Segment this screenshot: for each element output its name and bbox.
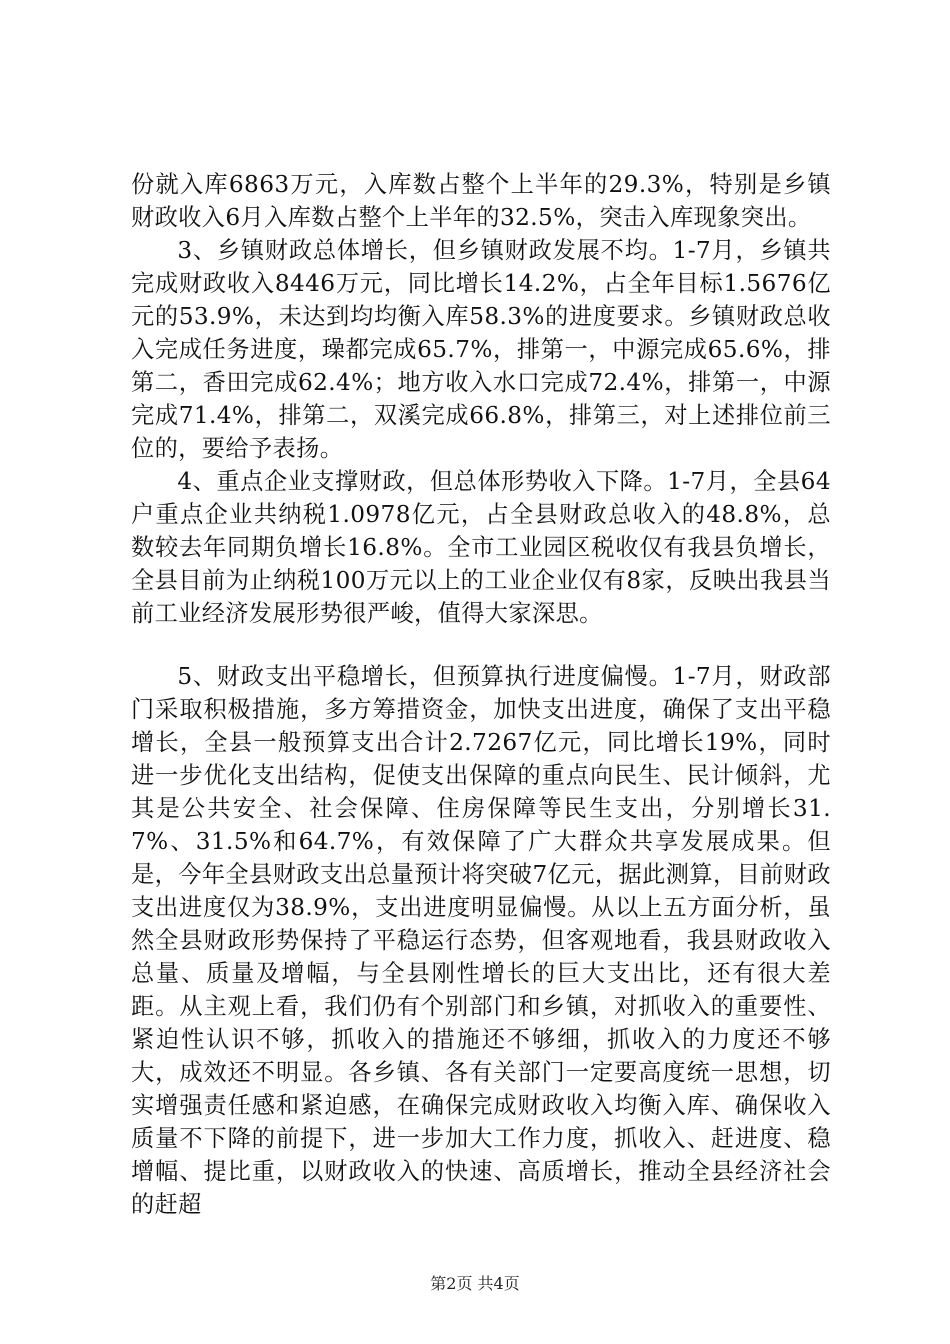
- page-number-footer: 第2页 共4页: [430, 1274, 520, 1293]
- document-body: [131, 168, 831, 1221]
- paragraph-item-5: 5、财政支出平稳增长，但预算执行进度偏慢。1-7月，财政部门采取积极措施，多方筹措资金，加快支出进度，确保了支出平稳增长，全县一般预算支出合计2.7267亿元，同比增长19%，同时进一步优化支出结构，促使支出保障的重点向民生、民计倾斜，尤其是公共安全、社会保障、住房保障等民生支出，分别增长31.7%、31.5%和64.7%，有效保障了广大群众共享发展成果。但是，今年全县财政支出总量预计将突破7亿元，据此测算，目前财政支出进度仅为38.9%，支出进度明显偏慢。从以上五方面分析，虽然全县财政形势保持了平稳运行态势，但客观地看，我县财政收入总量、质量及增幅，与全县刚性增长的巨大支出比，还有很大差距。从主观上看，我们仍有个别部门和乡镇，对抓收入的重要性、紧迫性认识不够，抓收入的措施还不够细，抓收入的力度还不够大，成效还不明显。各乡镇、各有关部门一定要高度统一思想，切实增强责任感和紧迫感，在确保完成财政收入均衡入库、确保收入质量不下降的前提下，进一步加大工作力度，抓收入、赶进度、稳增幅、提比重，以财政收入的快速、高质增长，推动全县经济社会的赶超: [131, 663, 831, 1218]
- paragraph-item-4: 4、重点企业支撑财政，但总体形势收入下降。1-7月，全县64户重点企业共纳税1.0978亿元，占全县财政总收入的48.8%，总数较去年同期负增长16.8%。全市工业园区税收仅有我县负增长，全县目前为止纳税100万元以上的工业企业仅有8家，反映出我县当前工业经济发展形势很严峻，值得大家深思。: [131, 468, 831, 627]
- paragraph-continued: 份就入库6863万元，入库数占整个上半年的29.3%，特别是乡镇财政收入6月入库数占整个上半年的32.5%，突击入库现象突出。: [131, 171, 831, 231]
- paragraph-item-3: 3、乡镇财政总体增长，但乡镇财政发展不均。1-7月，乡镇共完成财政收入8446万元，同比增长14.2%，占全年目标1.5676亿元的53.9%，未达到均均衡入库58.3%的进度要求。乡镇财政总收入完成任务进度，璪都完成65.7%，排第一，中源完成65.6%，排第二，香田完成62.4%；地方收入水口完成72.4%，排第一，中源完成71.4%，排第二，双溪完成66.8%，排第三，对上述排位前三位的，要给予表扬。: [131, 237, 831, 462]
